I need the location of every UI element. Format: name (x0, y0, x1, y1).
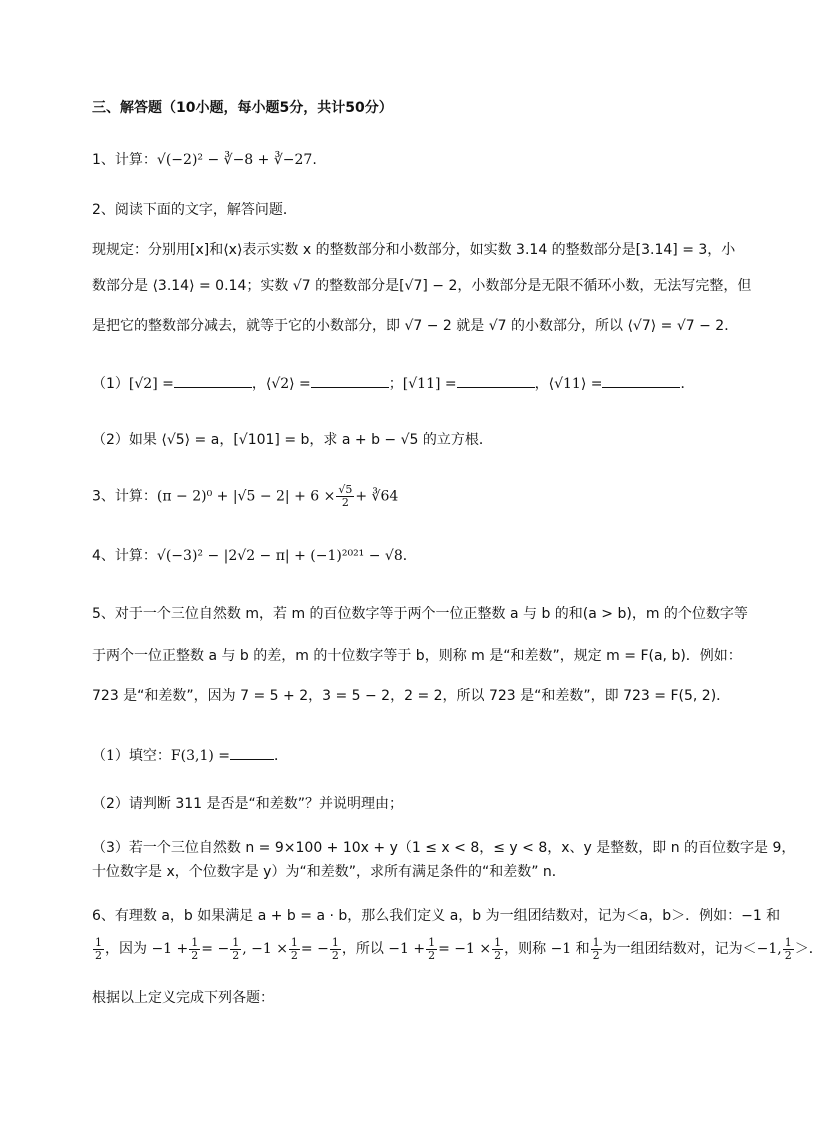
question-5-line-1: 5、对于一个三位自然数 m，若 m 的百位数字等于两个一位正整数 a 与 b 的和(a > b)，m 的个位数字等 (92, 606, 748, 622)
fraction-numerator: 1 (191, 935, 199, 949)
q2-sub1-item-4: ，⟨√11⟩ = (534, 376, 603, 392)
fraction-one-half (783, 937, 794, 962)
fraction-denominator: 2 (428, 948, 436, 962)
fraction-numerator: 1 (784, 935, 792, 949)
fraction-one-half (426, 937, 437, 962)
q6-text: ，因为 −1 + (105, 941, 189, 957)
question-6-line-3: 根据以上定义完成下列各题： (92, 990, 274, 1006)
q5-sub1-end: ． (274, 748, 288, 764)
question-5-sub-3-line-2: 十位数字是 x，个位数字是 y）为“和差数”，求所有满足条件的“和差数” n． (92, 864, 566, 880)
q6-text: 为一组团结数对，记为＜−1, (602, 941, 782, 957)
section-title: 三、解答题（10小题，每小题5分，共计50分） (92, 100, 393, 116)
fraction-one-half (230, 937, 241, 962)
q6-text: ，所以 −1 + (341, 941, 426, 957)
q2-sub1-item-2: ，⟨√2⟩ = (251, 376, 311, 392)
q3-expression-b: + ∛64 (355, 488, 399, 505)
q2-sub1-label: （1） (92, 376, 129, 392)
question-2-para-line-1: 现规定：分别用[x]和⟨x⟩表示实数 x 的整数部分和小数部分，如实数 3.14 的整数部分是[3.14] = 3，小 (92, 242, 736, 258)
fraction-one-half (492, 937, 503, 962)
fraction-one-half (93, 937, 104, 962)
q3-fraction (336, 484, 354, 509)
fraction-denominator: 2 (592, 948, 600, 962)
fraction-numerator: 1 (428, 935, 436, 949)
q3-fraction-numerator: √5 (338, 483, 353, 496)
question-2-sub-1 (92, 374, 763, 394)
fraction-numerator: 1 (95, 935, 102, 949)
question-6-line-1: 6、有理数 a，b 如果满足 a + b = a · b，那么我们定义 a，b 为一组团结数对，记为＜a，b＞．例如：−1 和 (92, 908, 781, 924)
fraction-numerator: 1 (331, 935, 339, 949)
fraction-one-half (289, 937, 300, 962)
fraction-numerator: 1 (494, 935, 502, 949)
q1-suffix: . (312, 152, 317, 168)
q6-text: = − (300, 941, 329, 957)
answer-blank[interactable] (311, 375, 389, 388)
q5-sub1-prefix: （1）填空：F(3,1) = (92, 748, 230, 764)
fraction-denominator: 2 (191, 948, 199, 962)
fraction-denominator: 2 (331, 948, 339, 962)
q4-expression: √(−3)² − |2√2 − π| + (−1)²⁰²¹ − √8． (156, 548, 417, 564)
answer-blank[interactable] (230, 747, 274, 760)
q1-expression: √(−2)² − ∛−8 + ∛−27 (156, 152, 313, 168)
fraction-numerator: 1 (592, 935, 600, 949)
question-5-sub-1 (92, 746, 763, 766)
fraction-denominator: 2 (494, 948, 502, 962)
fraction-denominator: 2 (95, 948, 102, 962)
q3-prefix: 3、计算： (92, 488, 157, 505)
question-2-para-line-2: 数部分是 ⟨3.14⟩ = 0.14；实数 √7 的整数部分是[√7] − 2，小数部分是无限不循环小数，无法写完整，但 (92, 278, 752, 294)
answer-blank[interactable] (174, 375, 252, 388)
fraction-denominator: 2 (290, 948, 298, 962)
fraction-one-half (189, 937, 200, 962)
q3-fraction-denominator: 2 (341, 496, 349, 509)
question-1 (92, 150, 763, 170)
q6-text: ，则称 −1 和 (504, 941, 590, 957)
q6-text: ＞． (794, 941, 823, 957)
question-2-sub-2: （2）如果 ⟨√5⟩ = a，[√101] = b，求 a + b − √5 的立方根． (92, 432, 493, 448)
fraction-denominator: 2 (232, 948, 240, 962)
question-3 (92, 484, 763, 509)
question-2-title: 2、阅读下面的文字，解答问题． (92, 202, 297, 218)
fraction-one-half (330, 937, 341, 962)
question-4 (92, 546, 763, 566)
answer-blank[interactable] (602, 375, 680, 388)
question-5-sub-3-line-1: （3）若一个三位自然数 n = 9×100 + 10x + y（1 ≤ x < 8，≤ y < 8，x、y 是整数，即 n 的百位数字是 9， (92, 840, 796, 856)
answer-blank[interactable] (457, 375, 535, 388)
q2-sub1-item-3: ；[√11] = (388, 376, 457, 392)
fraction-numerator: 1 (290, 935, 298, 949)
q3-expression-a: (π − 2)⁰ + |√5 − 2| + 6 × (156, 488, 336, 505)
q6-text: = −1 × (438, 941, 492, 957)
q2-sub1-end: ． (680, 376, 695, 392)
question-2-para-line-3: 是把它的整数部分减去，就等于它的小数部分，即 √7 − 2 就是 √7 的小数部分，所以 ⟨√7⟩ = √7 − 2． (92, 318, 739, 334)
fraction-denominator: 2 (784, 948, 792, 962)
question-6-line-2 (92, 934, 823, 964)
question-5-line-2: 于两个一位正整数 a 与 b 的差，m 的十位数字等于 b，则称 m 是“和差数”，规定 m = F(a, b)．例如： (92, 648, 742, 664)
q1-prefix: 1、计算： (92, 152, 157, 168)
fraction-numerator: 1 (232, 935, 240, 949)
q4-prefix: 4、计算： (92, 548, 157, 564)
question-5-sub-2: （2）请判断 311 是否是“和差数”？并说明理由； (92, 796, 404, 812)
q6-text: = − (201, 941, 230, 957)
q2-sub1-item-1: [√2] = (128, 376, 174, 392)
question-5-line-3: 723 是“和差数”，因为 7 = 5 + 2，3 = 5 − 2，2 = 2，所以 723 是“和差数”，即 723 = F(5, 2)． (92, 688, 731, 704)
fraction-one-half (591, 937, 602, 962)
q6-text: , −1 × (242, 941, 288, 957)
